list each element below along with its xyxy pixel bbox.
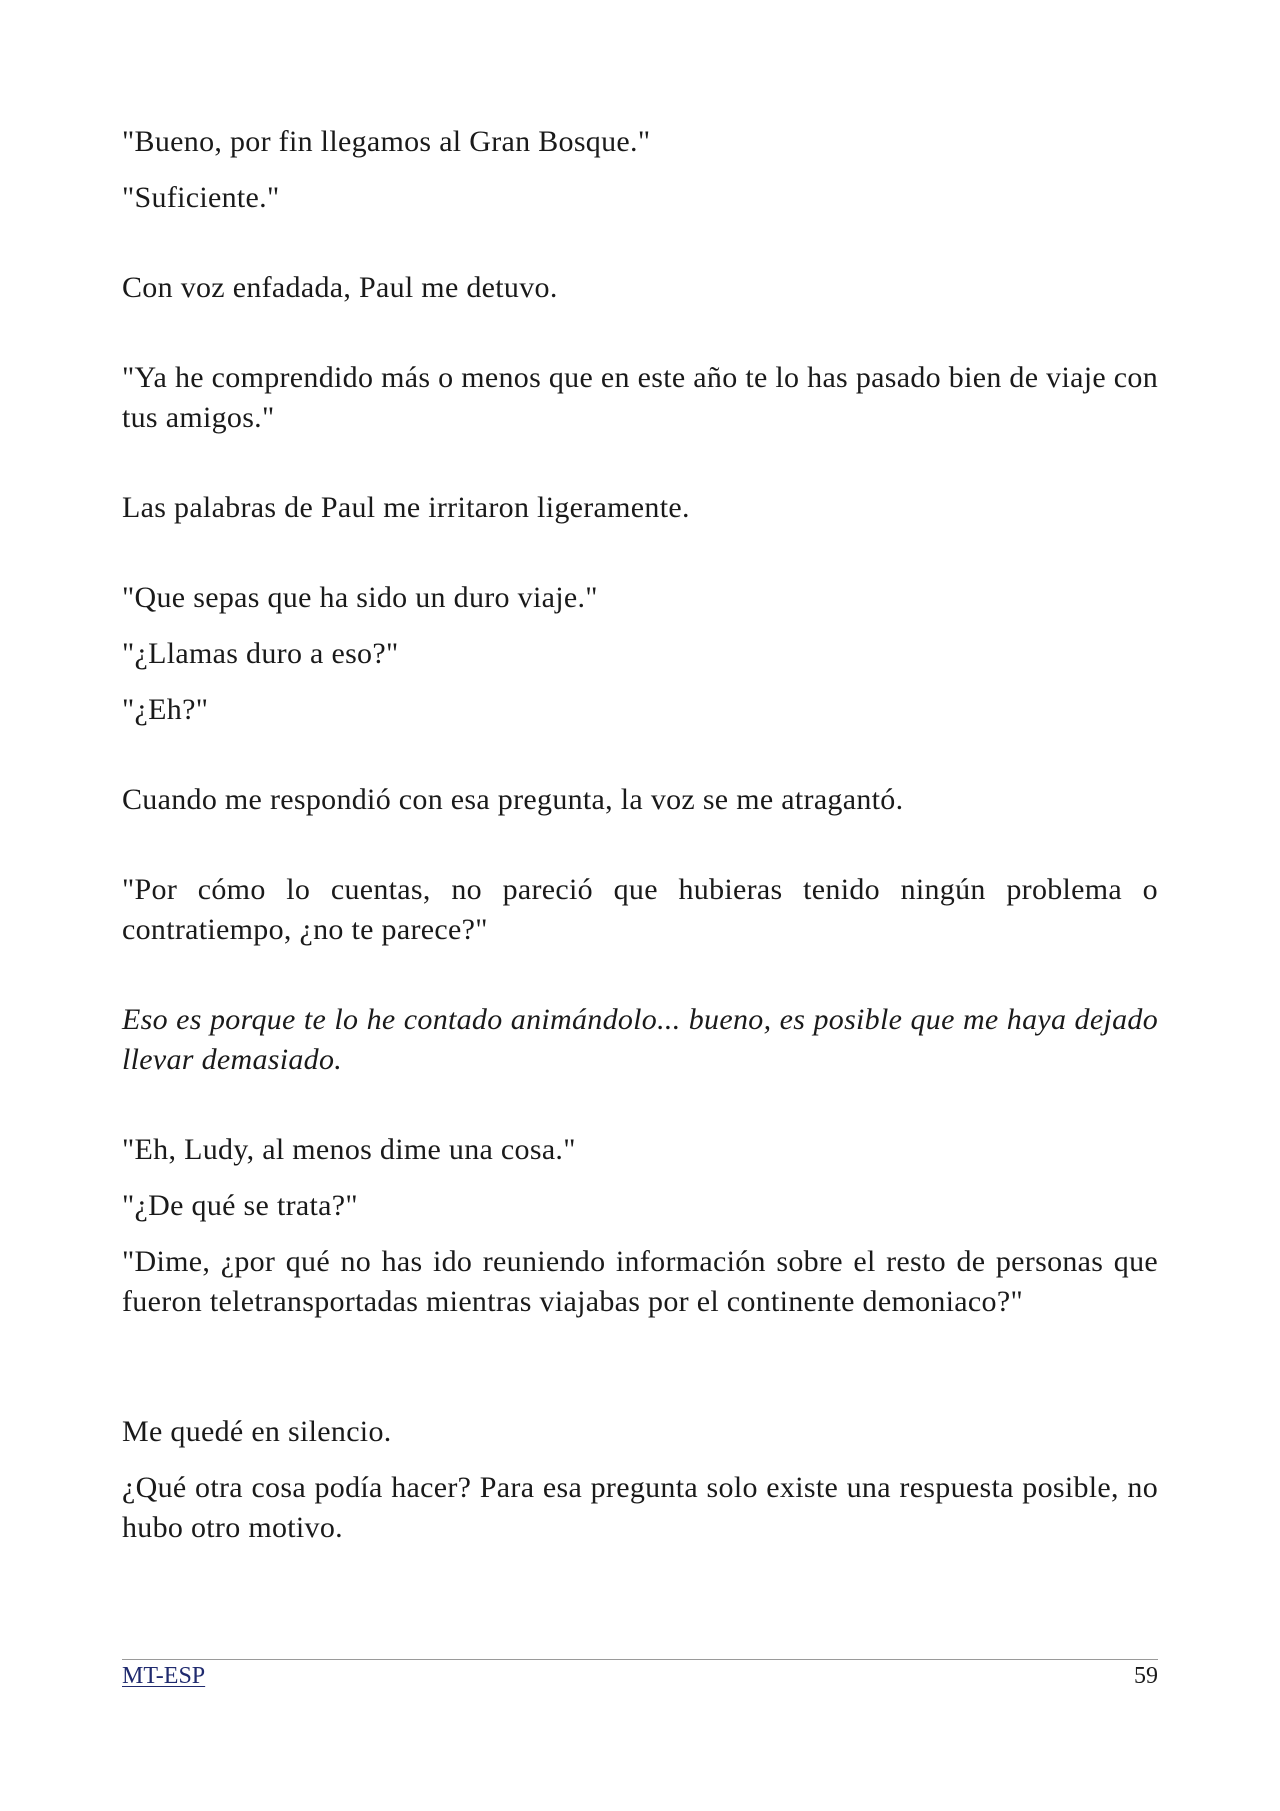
paragraph-8: "¿Eh?" <box>122 693 209 726</box>
paragraph-9: Cuando me respondió con esa pregunta, la voz se me atragantó. <box>122 783 904 816</box>
page-number: 59 <box>1134 1663 1158 1689</box>
paragraph-6: "Que sepas que ha sido un duro viaje." <box>122 581 598 614</box>
paragraph-14: "Dime, ¿por qué no has ido reuniendo información sobre el resto de personas que fueron teletransportadas mientras viajabas por el continente demoniaco?" <box>122 1245 1158 1318</box>
paragraph-4: "Ya he comprendido más o menos que en este año te lo has pasado bien de viaje con tus amigos." <box>122 361 1158 434</box>
paragraph-12: "Eh, Ludy, al menos dime una cosa." <box>122 1133 576 1166</box>
paragraph-1: "Bueno, por fin llegamos al Gran Bosque." <box>122 125 651 158</box>
paragraph-15: Me quedé en silencio. <box>122 1415 392 1448</box>
paragraph-11-italic-thought: Eso es porque te lo he contado animándolo... bueno, es posible que me haya dejado llevar demasiado. <box>122 1003 1158 1076</box>
paragraph-2: "Suficiente." <box>122 181 280 214</box>
paragraph-7: "¿Llamas duro a eso?" <box>122 637 399 670</box>
paragraph-10: "Por cómo lo cuentas, no pareció que hubieras tenido ningún problema o contratiempo, ¿no te parece?" <box>122 873 1158 946</box>
paragraph-16: ¿Qué otra cosa podía hacer? Para esa pregunta solo existe una respuesta posible, no hubo otro motivo. <box>122 1471 1158 1544</box>
paragraph-3: Con voz enfadada, Paul me detuvo. <box>122 271 558 304</box>
footer-source-link[interactable]: MT-ESP <box>122 1663 206 1689</box>
paragraph-13: "¿De qué se trata?" <box>122 1189 358 1222</box>
paragraph-5: Las palabras de Paul me irritaron ligeramente. <box>122 491 690 524</box>
footer-divider <box>122 1659 1158 1660</box>
document-page <box>122 0 1158 1811</box>
